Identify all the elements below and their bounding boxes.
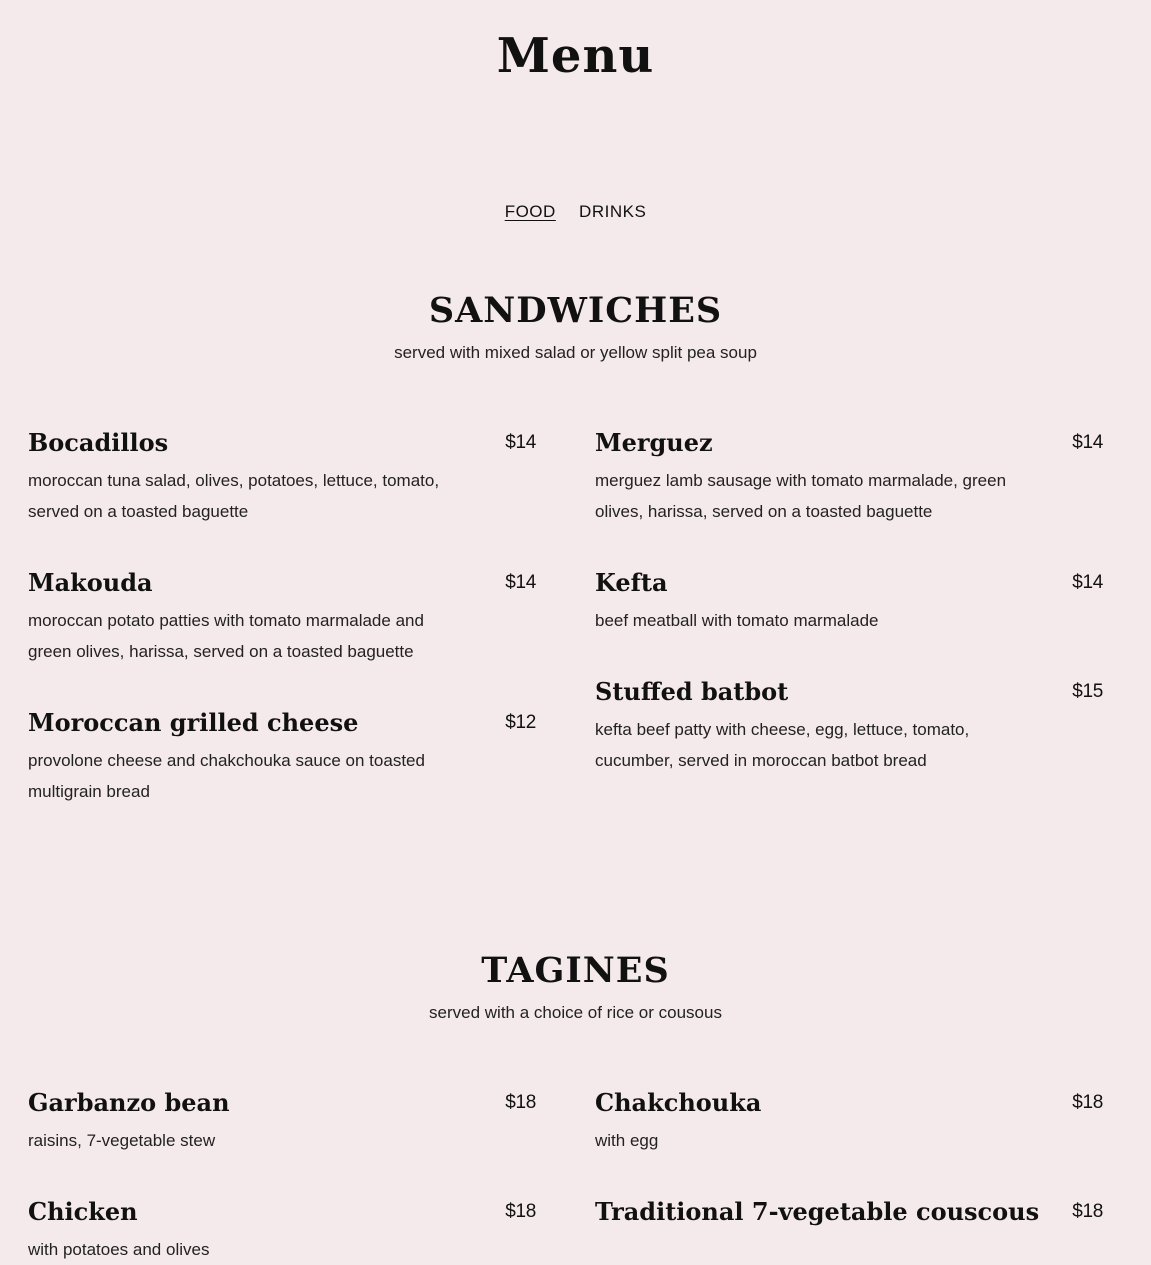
item-price: $18 xyxy=(1072,1092,1103,1113)
item-price: $12 xyxy=(505,712,536,733)
item-price: $14 xyxy=(505,572,536,593)
item-price: $18 xyxy=(1072,1201,1103,1222)
item-description: merguez lamb sausage with tomato marmalade, green olives, harissa, served on a toasted baguette xyxy=(595,471,1007,521)
item-name: Stuffed batbot xyxy=(595,677,789,706)
item-price: $18 xyxy=(505,1201,536,1222)
menu-item-chakchouka xyxy=(595,1087,1103,1156)
item-price: $14 xyxy=(505,432,536,453)
menu-item-garbanzo-bean xyxy=(28,1087,536,1156)
item-description: raisins, 7-vegetable stew xyxy=(28,1131,216,1150)
menu-item-chicken xyxy=(28,1196,536,1265)
item-description: beef meatball with tomato marmalade xyxy=(595,611,879,630)
item-price: $15 xyxy=(1072,681,1103,702)
item-name: Merguez xyxy=(595,428,713,457)
menu-item-merguez xyxy=(595,427,1103,527)
tab-food[interactable]: FOOD xyxy=(504,202,556,221)
item-description: moroccan tuna salad, olives, potatoes, lettuce, tomato, served on a toasted baguette xyxy=(28,471,440,521)
item-description: with potatoes and olives xyxy=(28,1240,210,1259)
item-name: Bocadillos xyxy=(28,428,169,457)
section-subtitle-sandwiches: served with mixed salad or yellow split pea soup xyxy=(394,343,757,362)
section-subtitle-tagines: served with a choice of rice or cousous xyxy=(429,1003,722,1022)
item-name: Chicken xyxy=(28,1197,138,1226)
menu-item-stuffed-batbot xyxy=(595,676,1103,776)
menu-item-kefta xyxy=(595,567,1103,636)
menu-item-makouda xyxy=(28,567,536,667)
item-description: provolone cheese and chakchouka sauce on toasted multigrain bread xyxy=(28,751,425,801)
section-title-sandwiches: SANDWICHES xyxy=(428,290,723,331)
item-price: $14 xyxy=(1072,432,1103,453)
item-name: Kefta xyxy=(595,568,668,597)
item-name: Makouda xyxy=(28,568,153,597)
item-description: moroccan potato patties with tomato marmalade and green olives, harissa, served on a toasted baguette xyxy=(28,611,424,661)
section-title-tagines: TAGINES xyxy=(481,950,670,991)
item-name: Garbanzo bean xyxy=(28,1088,230,1117)
item-name: Traditional 7-vegetable couscous xyxy=(595,1197,1040,1226)
tab-drinks[interactable]: DRINKS xyxy=(579,202,647,221)
item-description: with egg xyxy=(595,1131,659,1150)
menu-item-moroccan-grilled-cheese xyxy=(28,707,536,807)
menu-item-traditional-couscous xyxy=(595,1196,1103,1234)
item-description: kefta beef patty with cheese, egg, lettuce, tomato, cucumber, served in moroccan batbot bread xyxy=(595,720,970,770)
item-price: $18 xyxy=(505,1092,536,1113)
menu-tabs xyxy=(0,202,1151,222)
item-name: Moroccan grilled cheese xyxy=(28,708,359,737)
menu-item-bocadillos xyxy=(28,427,536,527)
page-title: Menu xyxy=(496,28,655,84)
item-name: Chakchouka xyxy=(595,1088,762,1117)
item-price: $14 xyxy=(1072,572,1103,593)
